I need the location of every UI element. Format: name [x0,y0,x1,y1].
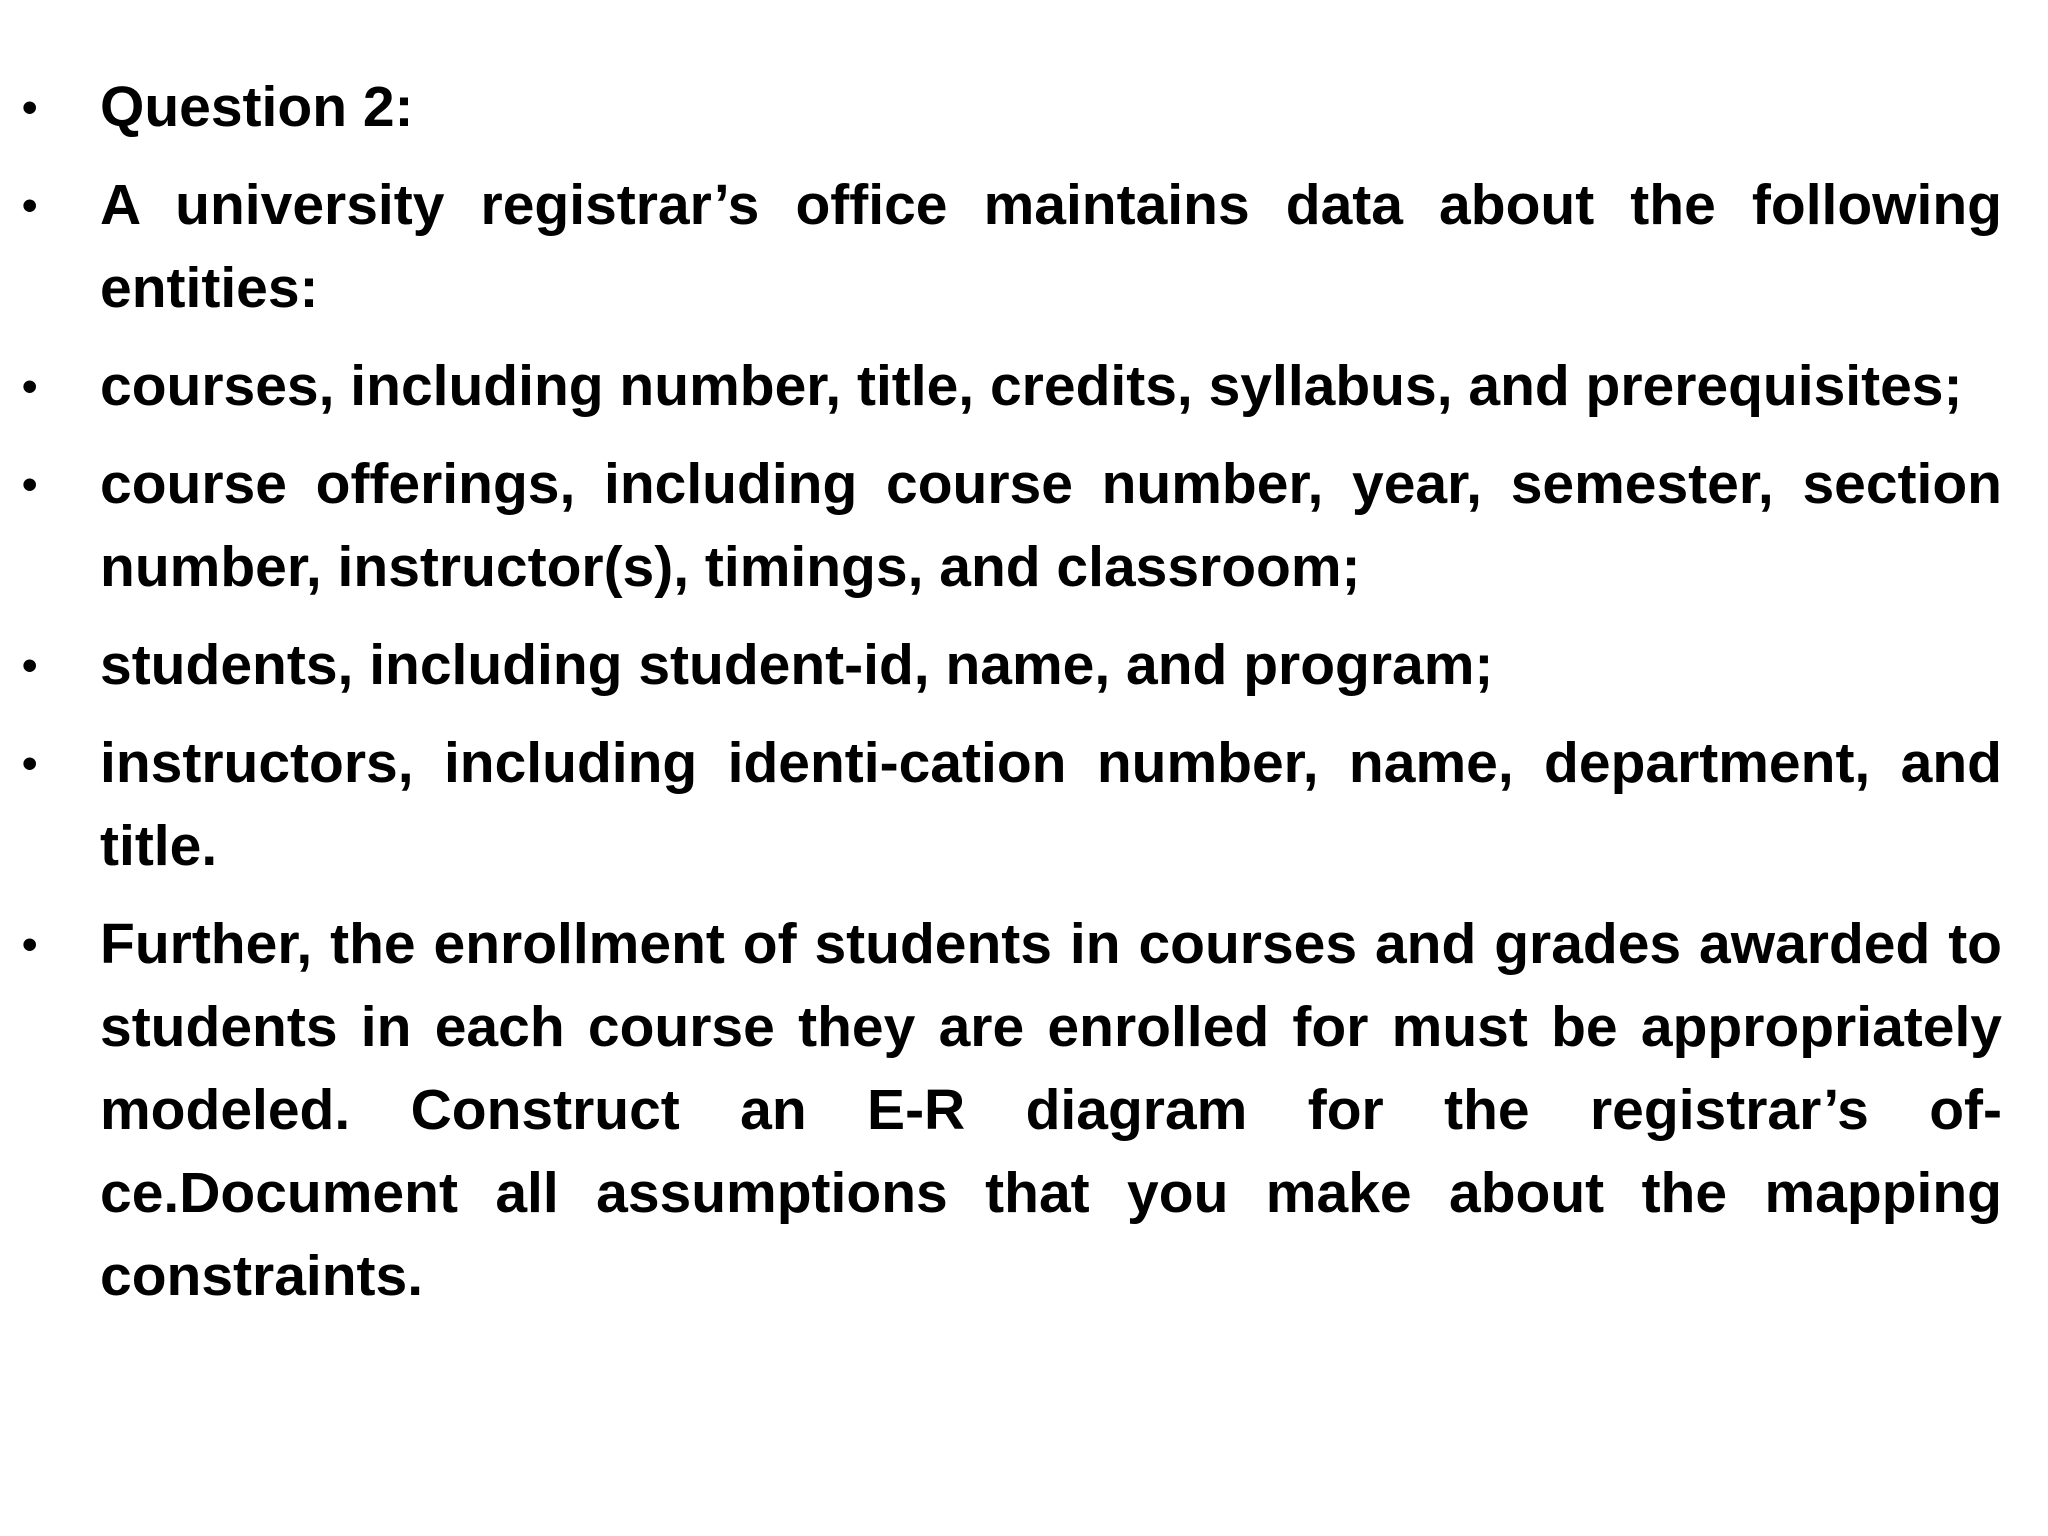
bullet-icon: • [22,641,38,690]
bullet-item-course-offerings [22,443,2002,609]
bullet-icon: • [22,362,38,411]
bullet-text: course offerings, including course number, year, semester, section number, instructor(s), timings, and classroom; [100,452,2002,599]
bullet-text: Further, the enrollment of students in courses and grades awarded to students in each course they are enrolled for must be appropriately modeled. Construct an E-R diagram for the registrar’s of-ce.Document all assumptions that you make about the mapping constraints. [100,912,2002,1308]
bullet-text: students, including student-id, name, and program; [100,633,1494,697]
bullet-item-question-title [22,66,2002,149]
bullet-icon: • [22,83,38,132]
bullet-text: A university registrar’s office maintains data about the following entities: [100,173,2002,320]
bullet-list [22,66,2002,1333]
bullet-text: Question 2: [100,75,414,139]
bullet-text: instructors, including identi-cation number, name, department, and title. [100,731,2002,878]
bullet-icon: • [22,920,38,969]
bullet-item-intro [22,164,2002,330]
bullet-item-instructors [22,722,2002,888]
bullet-item-courses [22,345,2002,428]
bullet-icon: • [22,181,38,230]
bullet-item-students [22,624,2002,707]
bullet-icon: • [22,739,38,788]
bullet-item-enrollment-task [22,903,2002,1318]
bullet-icon: • [22,460,38,509]
bullet-text: courses, including number, title, credits, syllabus, and prerequisites; [100,354,1963,418]
